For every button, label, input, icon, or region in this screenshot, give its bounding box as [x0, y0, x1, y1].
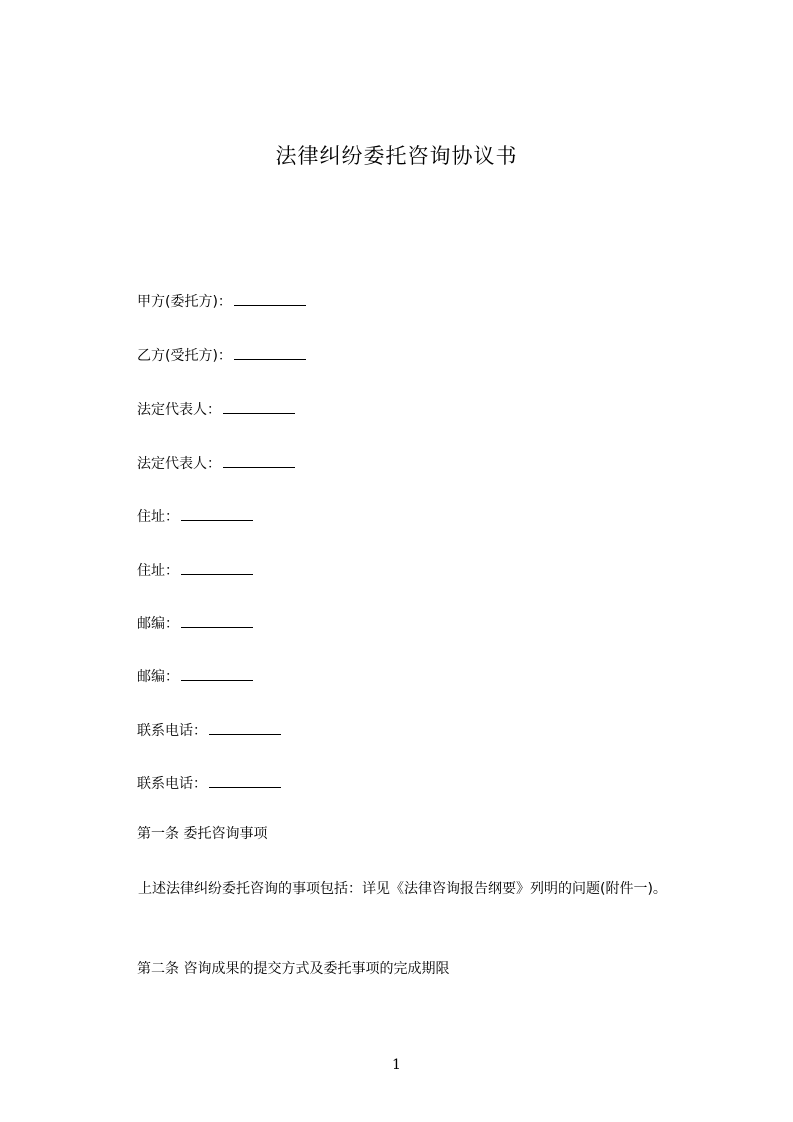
- article-2-heading: 第二条 咨询成果的提交方式及委托事项的完成期限: [137, 961, 450, 977]
- legal-rep-a-field: [137, 399, 295, 420]
- address-a-field: [137, 506, 253, 527]
- party-a-label: 甲方(委托方)：: [137, 294, 232, 310]
- legal-rep-b-field: [137, 453, 295, 474]
- party-b-field: [137, 345, 306, 366]
- phone-a-field: [137, 720, 281, 741]
- party-a-field: [137, 291, 306, 312]
- address-a-blank-line: [181, 506, 253, 521]
- address-b-label: 住址：: [137, 563, 179, 579]
- postcode-a-field: [137, 613, 253, 634]
- article-1-heading: 第一条 委托咨询事项: [137, 826, 268, 842]
- address-b-blank-line: [181, 560, 253, 575]
- address-a-label: 住址：: [137, 509, 179, 525]
- phone-a-blank-line: [209, 720, 281, 735]
- document-title: 法律纠纷委托咨询协议书: [275, 144, 518, 168]
- phone-b-label: 联系电话：: [137, 776, 207, 792]
- party-b-label: 乙方(受托方)：: [137, 348, 232, 364]
- party-b-blank-line: [234, 345, 306, 360]
- postcode-a-blank-line: [181, 613, 253, 628]
- phone-b-field: [137, 773, 281, 794]
- page-number: 1: [392, 1057, 401, 1073]
- address-b-field: [137, 560, 253, 581]
- postcode-b-field: [137, 666, 253, 687]
- phone-a-label: 联系电话：: [137, 723, 207, 739]
- article-1-body: 上述法律纠纷委托咨询的事项包括：详见《法律咨询报告纲要》列明的问题(附件一)。: [138, 881, 667, 897]
- legal-rep-b-blank-line: [223, 453, 295, 468]
- party-a-blank-line: [234, 291, 306, 306]
- phone-b-blank-line: [209, 773, 281, 788]
- postcode-a-label: 邮编：: [137, 616, 179, 632]
- legal-rep-b-label: 法定代表人：: [137, 456, 221, 472]
- postcode-b-label: 邮编：: [137, 669, 179, 685]
- legal-rep-a-label: 法定代表人：: [137, 402, 221, 418]
- legal-rep-a-blank-line: [223, 399, 295, 414]
- postcode-b-blank-line: [181, 666, 253, 681]
